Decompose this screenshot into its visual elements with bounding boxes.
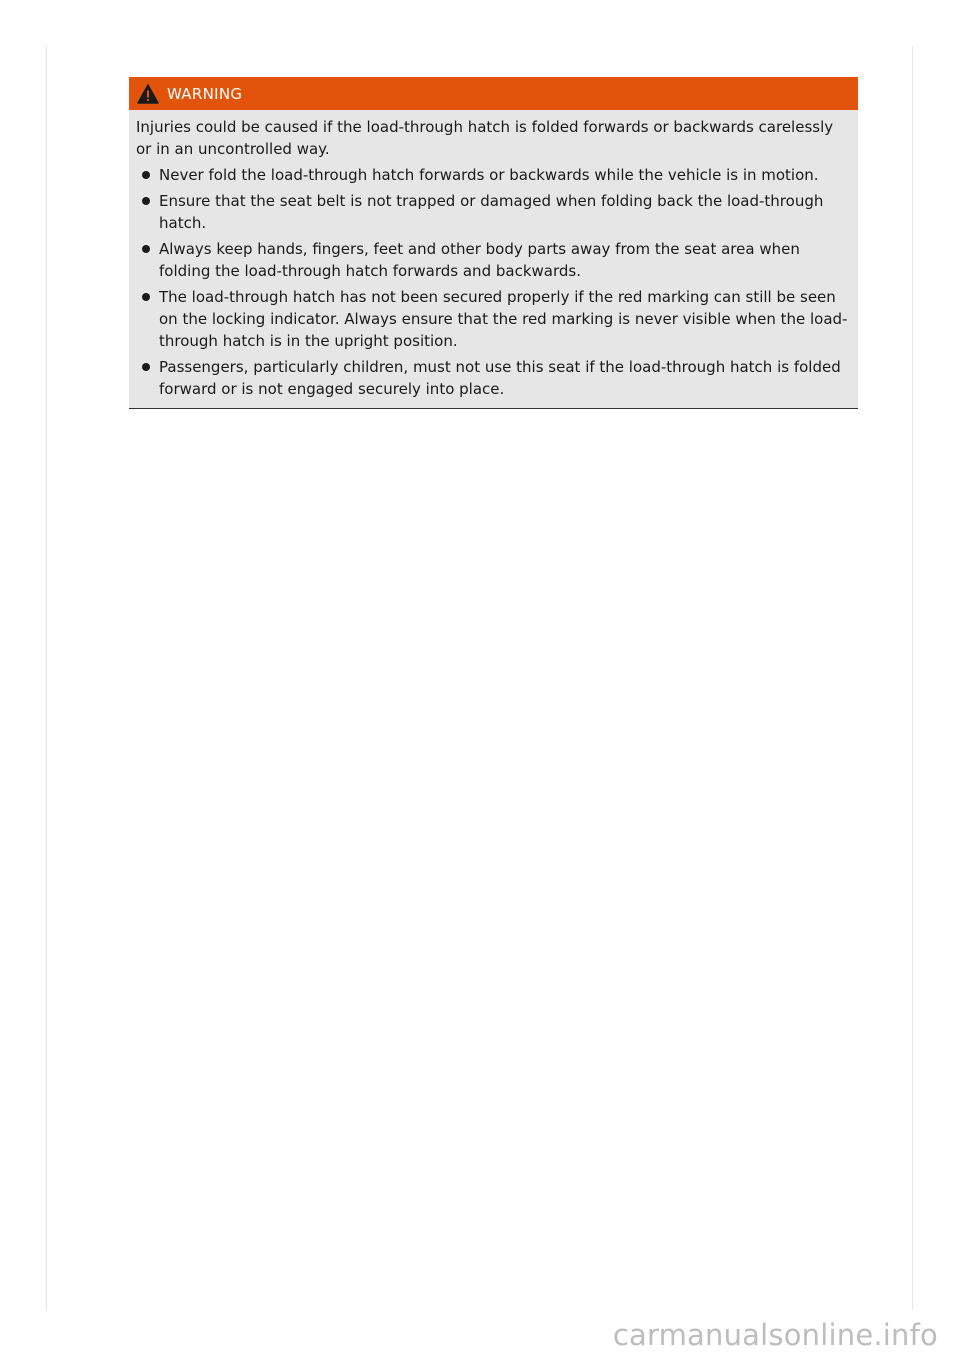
warning-header [129, 77, 858, 110]
left-margin-line [46, 46, 47, 1310]
list-item: The load-through hatch has not been secured properly if the red marking can still be seen on the locking indicator. Always ensure that the red marking is never visible when the load-through hatch is in the upright position. [136, 286, 852, 352]
warning-list [136, 164, 852, 400]
warning-box [129, 77, 858, 409]
right-margin-line [912, 46, 913, 1310]
warning-body [129, 110, 858, 408]
list-item: Ensure that the seat belt is not trapped or damaged when folding back the load-through hatch. [136, 190, 852, 234]
warning-title: WARNING [167, 84, 243, 103]
warning-triangle-icon [137, 84, 159, 104]
list-item: Passengers, particularly children, must not use this seat if the load-through hatch is folded forward or is not engaged securely into place. [136, 356, 852, 400]
list-item: Never fold the load-through hatch forwards or backwards while the vehicle is in motion. [136, 164, 852, 186]
list-item: Always keep hands, fingers, feet and other body parts away from the seat area when folding the load-through hatch forwards and backwards. [136, 238, 852, 282]
warning-intro: Injuries could be caused if the load-through hatch is folded forwards or backwards carelessly or in an uncontrolled way. [136, 118, 834, 158]
watermark-text: carmanualsonline.info [612, 1318, 938, 1352]
